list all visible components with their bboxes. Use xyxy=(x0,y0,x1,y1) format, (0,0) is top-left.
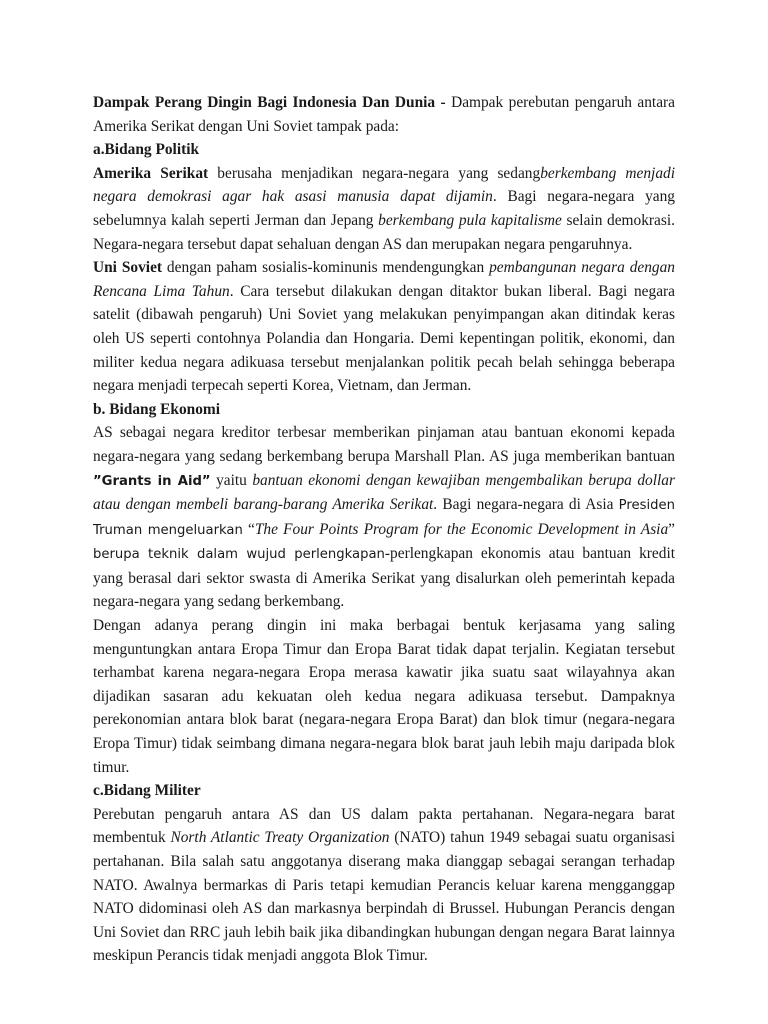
ekonomi-p1-text-3: . Bagi negara-negara di Asia xyxy=(433,496,619,514)
ekonomi-p1-text-4: “ xyxy=(242,520,255,538)
politik-p1-italic-1: berkembang menjadi negara demokrasi agar hak asasi manusia dapat dijamin xyxy=(93,164,675,206)
ekonomi-p1-text-2: yaitu xyxy=(210,471,253,489)
politik-p1-text-2: . Bagi negara-negara yang sebelumnya kalah seperti Jerman dan Jepang xyxy=(93,188,675,229)
politik-p1-italic-2: berkembang pula kapitalisme xyxy=(378,211,562,229)
politik-p2-text-2: . Cara tersebut dilakukan dengan ditaktor bukan liberal. Bagi negara satelit (dibawah pengaruh) Uni Soviet yang melakukan penyimpangan akan ditindak keras oleh US seperti contohnya Polandia dan Hongaria. Demi kepentingan politik, ekonomi, dan militer kedua negara adikuasa tersebut menjalankan politik pecah belah sehingga beberapa negara menjadi terpecah seperti Korea, Vietnam, dan Jerman. xyxy=(93,282,675,395)
article-title: Dampak Perang Dingin Bagi Indonesia Dan Dunia - xyxy=(93,94,446,111)
ekonomi-p1-italic-2: The Four Points Program for the Economic Development in Asia xyxy=(254,520,669,538)
politik-paragraph-2 xyxy=(93,256,675,398)
ekonomi-p1-text-6: -perlengkapan ekonomis atau bantuan kredit yang berasal dari sektor swasta di Amerika Serikat yang disalurkan oleh pemerintah kepada negara-negara yang sedang berkembang. xyxy=(93,545,675,611)
militer-paragraph-1 xyxy=(93,803,675,968)
grants-in-aid: ”Grants in Aid” xyxy=(93,473,211,489)
ekonomi-p1-text-1: AS sebagai negara kreditor terbesar memberikan pinjaman atau bantuan ekonomi kepada negara-negara yang sedang berkembang berupa Marshall Plan. AS juga memberikan bantuan xyxy=(93,424,675,465)
document-page xyxy=(93,91,675,968)
militer-p1-italic-1: North Atlantic Treaty Organization xyxy=(170,829,390,847)
politik-p1-lead: Amerika Serikat xyxy=(93,164,209,182)
ekonomi-p1-sans-2: berupa teknik dalam wujud perlengkapan xyxy=(93,547,385,563)
heading-ekonomi: b. Bidang Ekonomi xyxy=(93,400,221,418)
politik-p2-italic-1: pembangunan negara dengan Rencana Lima Tahun xyxy=(93,259,675,300)
heading-politik: a.Bidang Politik xyxy=(93,141,200,159)
politik-p2-lead: Uni Soviet xyxy=(93,259,163,277)
politik-p1-text-1: berusaha menjadikan negara-negara yang sedang xyxy=(208,164,541,182)
militer-p1-text-1: Perebutan pengaruh antara AS dan US dalam pakta pertahanan. Negara-negara barat membentuk xyxy=(93,805,675,847)
politik-p2-text-1: dengan paham sosialis-kominunis mendengungkan xyxy=(162,259,490,277)
intro-text: Dampak perebutan pengaruh antara Amerika Serikat dengan Uni Soviet tampak pada: xyxy=(93,94,675,135)
politik-p1-text-3: selain demokrasi. Negara-negara tersebut dapat sehaluan dengan AS dan merupakan negara pengaruhnya. xyxy=(93,211,675,253)
ekonomi-p1-sans-1: Presiden Truman mengeluarkan xyxy=(93,498,675,538)
ekonomi-p1-italic-1: bantuan ekonomi dengan kewajiban mengembalikan berupa dollar atau dengan membeli barang-barang Amerika Serikat xyxy=(93,471,675,514)
ekonomi-paragraph-2: Dengan adanya perang dingin ini maka berbagai bentuk kerjasama yang saling menguntungkan antara Eropa Timur dan Eropa Barat tidak dapat terjalin. Kegiatan tersebut terhambat karena negara-negara Eropa merasa kawatir jika suatu saat wilayahnya akan dijadikan sasaran adu kekuatan oleh kedua negara adikuasa tersebut. Dampaknya perekonomian antara blok barat (negara-negara Eropa Barat) dan blok timur (negara-negara Eropa Timur) tidak seimbang dimana negara-negara blok barat jauh lebih maju daripada blok timur. xyxy=(93,617,675,776)
intro-paragraph xyxy=(93,91,675,138)
heading-militer: c.Bidang Militer xyxy=(93,782,201,800)
ekonomi-p1-text-5: ” xyxy=(668,520,675,538)
politik-paragraph-1 xyxy=(93,162,675,256)
ekonomi-paragraph-1 xyxy=(93,421,675,614)
militer-p1-text-2: (NATO) tahun 1949 sebagai suatu organisasi pertahanan. Bila salah satu anggotanya diserang maka dianggap sebagai serangan terhadap NATO. Awalnya bermarkas di Paris tetapi kemudian Perancis keluar karena mengganggap NATO didominasi oleh AS dan markasnya berpindah di Brussel. Hubungan Perancis dengan Uni Soviet dan RRC jauh lebih baik jika dibandingkan hubungan dengan negara Barat lainnya meskipun Perancis tidak menjadi anggota Blok Timur. xyxy=(93,829,675,965)
